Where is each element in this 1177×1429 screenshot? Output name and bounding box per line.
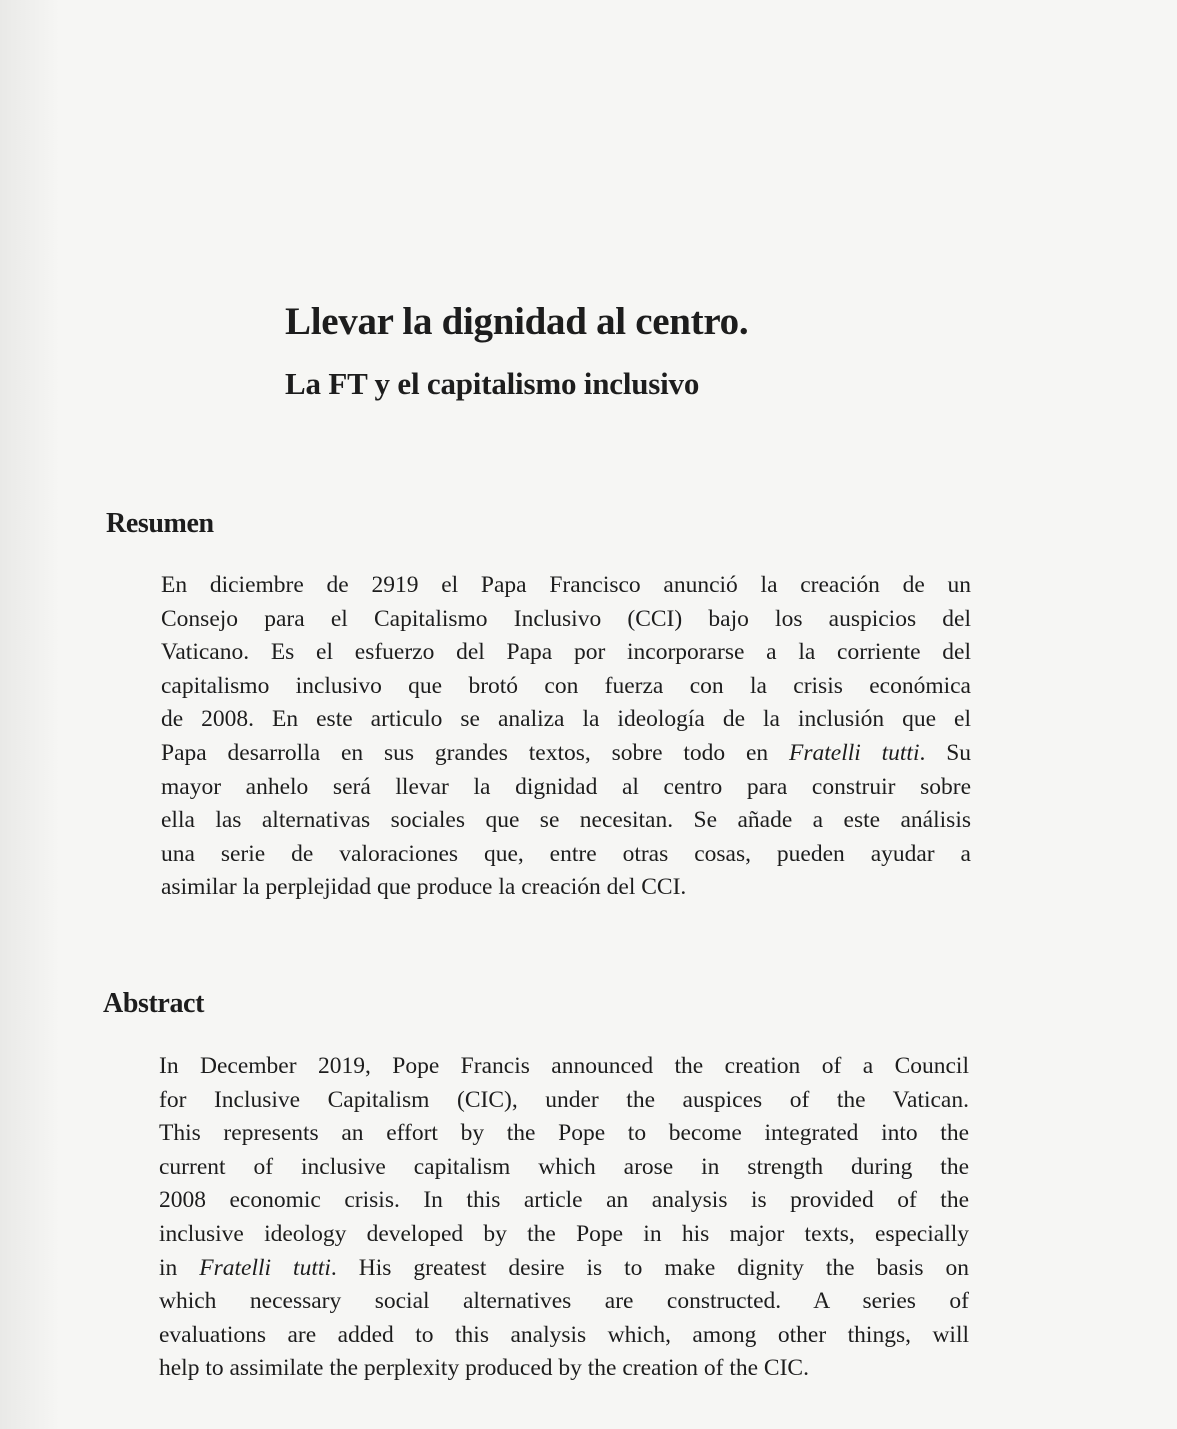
abstract-italic-title: Fratelli tutti [199, 1254, 331, 1281]
abstract-line: current of inclusive capitalism which arose in strength during the [159, 1153, 969, 1180]
resumen-line: ella las alternativas sociales que se necesitan. Se añade a este análisis [161, 807, 971, 834]
abstract-paragraph [159, 1050, 969, 1386]
abstract-line: This represents an effort by the Pope to become integrated into the [159, 1120, 969, 1147]
resumen-text-fragment: . Su [919, 739, 972, 766]
abstract-line: which necessary social alternatives are constructed. A series of [159, 1288, 969, 1315]
abstract-line: inclusive ideology developed by the Pope in his major texts, especially [159, 1220, 969, 1247]
resumen-line: Consejo para el Capitalismo Inclusivo (CCI) bajo los auspicios del [161, 605, 971, 632]
resumen-line: capitalismo inclusivo que brotó con fuerza con la crisis económica [161, 672, 971, 699]
abstract-text-fragment: . His greatest desire is to make dignity the basis on [330, 1254, 970, 1281]
resumen-line: mayor anhelo será llevar la dignidad al centro para construir sobre [161, 773, 971, 800]
resumen-line: de 2008. En este articulo se analiza la ideología de la inclusión que el [161, 706, 971, 733]
abstract-heading: Abstract [103, 988, 204, 1019]
abstract-line: evaluations are added to this analysis which, among other things, will [159, 1321, 969, 1348]
article-title: Llevar la dignidad al centro. [285, 300, 749, 343]
resumen-line: En diciembre de 2919 el Papa Francisco anunció la creación de un [161, 572, 971, 598]
resumen-line-with-italic [161, 737, 971, 771]
abstract-line-with-italic [159, 1252, 969, 1286]
resumen-paragraph [161, 569, 971, 905]
page-edge-shadow [0, 0, 60, 1429]
abstract-line: 2008 economic crisis. In this article an analysis is provided of the [159, 1187, 969, 1214]
abstract-text-fragment: in [159, 1254, 178, 1281]
abstract-line: for Inclusive Capitalism (CIC), under the auspices of the Vatican. [159, 1086, 969, 1113]
abstract-line: help to assimilate the perplexity produced by the creation of the CIC. [159, 1355, 809, 1382]
article-subtitle: La FT y el capitalismo inclusivo [285, 366, 700, 401]
title-block [285, 296, 985, 406]
resumen-line: una serie de valoraciones que, entre otras cosas, pueden ayudar a [161, 840, 971, 867]
resumen-line: asimilar la perplejidad que produce la creación del CCI. [161, 874, 687, 901]
resumen-heading: Resumen [106, 508, 214, 539]
resumen-italic-title: Fratelli tutti [788, 739, 920, 766]
abstract-line: In December 2019, Pope Francis announced the creation of a Council [159, 1053, 969, 1079]
resumen-text-fragment: Papa desarrolla en sus grandes textos, sobre todo en [161, 739, 769, 766]
resumen-line: Vaticano. Es el esfuerzo del Papa por incorporarse a la corriente del [161, 639, 971, 666]
